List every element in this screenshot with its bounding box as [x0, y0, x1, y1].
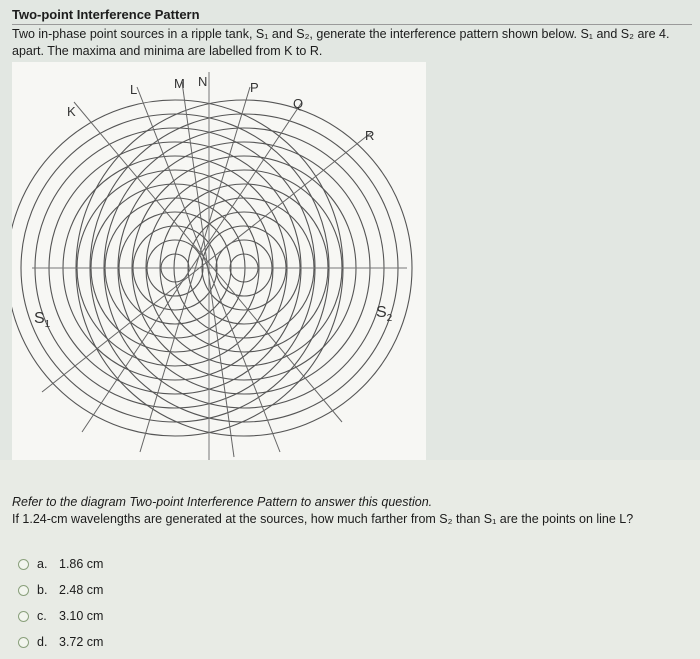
- ripple-pattern: [12, 62, 426, 460]
- intro-line-1: Two in-phase point sources in a ripple tank, S₁ and S₂, generate the interference pattern shown below. S₁ and S₂ are 4.: [12, 27, 670, 41]
- line-label-r: R: [365, 128, 375, 143]
- answer-option-b[interactable]: b. 2.48 cm: [18, 583, 103, 597]
- source-s1-label: $S_1$: [34, 310, 51, 331]
- answer-option-d[interactable]: d. 3.72 cm: [18, 635, 103, 649]
- question-title: Two-point Interference Pattern: [12, 7, 200, 22]
- answer-option-a[interactable]: a. 1.86 cm: [18, 557, 103, 571]
- radio-button[interactable]: [18, 559, 29, 570]
- question-intro: [12, 24, 692, 60]
- line-label-q: Q: [293, 96, 304, 111]
- line-label-k: K: [67, 104, 76, 119]
- intro-line-2: apart. The maxima and minima are labelled from K to R.: [12, 44, 323, 58]
- radio-button[interactable]: [18, 611, 29, 622]
- answer-option-c[interactable]: c. 3.10 cm: [18, 609, 103, 623]
- line-label-p: P: [250, 80, 259, 95]
- line-label-m: M: [174, 76, 185, 91]
- radio-button[interactable]: [18, 585, 29, 596]
- interference-diagram: [12, 62, 426, 460]
- question-prompt: If 1.24-cm wavelengths are generated at the sources, how much farther from S₂ than S₁ are the points on line L?: [12, 512, 634, 526]
- source-s2-label: $S_2$: [376, 304, 393, 325]
- radio-button[interactable]: [18, 637, 29, 648]
- question-reference: Refer to the diagram Two-point Interference Pattern to answer this question.: [12, 495, 433, 509]
- question-body-panel: [0, 460, 700, 659]
- line-label-n: N: [198, 74, 208, 89]
- line-label-l: L: [130, 82, 138, 97]
